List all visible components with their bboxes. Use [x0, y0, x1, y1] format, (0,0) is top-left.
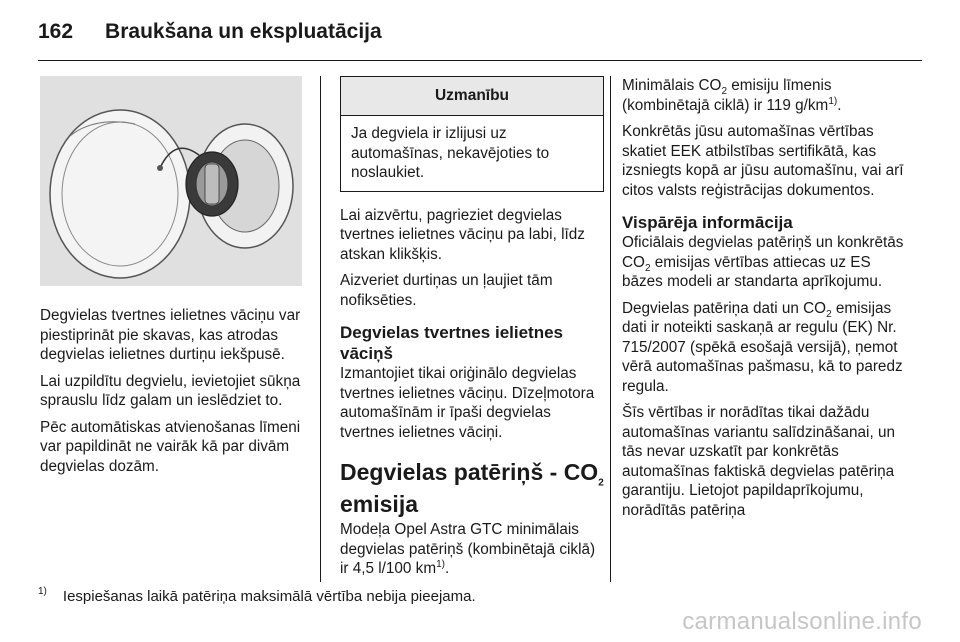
column-divider [320, 76, 321, 582]
footnote [38, 588, 476, 605]
paragraph: Modeļa Opel Astra GTC minimālais degvielas patēriņš (kombinētajā ciklā) ir 4,5 l/100 $km^{1)}$. [340, 521, 596, 577]
footnote-mark: 1) [38, 586, 47, 597]
paragraph: Oficiālais degvielas patēriņš un konkrētās $CO_2$ emisijas vērtības attiecas uz ES bāzes modeli ar standarta aprīkojumu. [622, 234, 904, 290]
section-heading: Vispārēja informācija [622, 213, 793, 232]
header-rule [38, 60, 922, 61]
footnote-text: Iespiešanas laikā patēriņa maksimālā vērtība nebija pieejama. [62, 588, 476, 605]
column-divider [610, 76, 611, 582]
column-3 [622, 76, 912, 527]
page-number: 162 [38, 20, 74, 43]
paragraph: Lai uzpildītu degvielu, ievietojiet sūkņa sprauslu līdz galam un ieslēdziet to. [40, 372, 301, 409]
warning-text: Ja degviela ir izlijusi uz automašīnas, nekavējoties to noslaukiet. [351, 125, 550, 181]
column-1 [40, 76, 304, 483]
chapter-title: Braukšana un ekspluatācija [105, 20, 382, 43]
warning-title: Uzmanību [341, 77, 603, 116]
column-2 [340, 76, 604, 586]
section-title: Degvielas patēriņš - $CO_2$ emisija [340, 459, 604, 517]
paragraph: Pēc automātiskas atvienošanas līmeni var papildināt ne vairāk kā par divām degvielas dozām. [40, 418, 301, 475]
paragraph: Izmantojiet tikai oriģinālo degvielas tvertnes ielietnes vāciņu. Dīzeļmotora automašīnām ir īpaši degvielas tvertnes ielietnes vāciņi. [340, 365, 595, 441]
paragraph: Šīs vērtības ir norādītas tikai dažādu automašīnas variantu salīdzināšanai, un tās nevar uzskatīt par konkrētās automašīnas faktiskā degvielas patēriņa garantiju. Lietojot papildaprīkojumu, norādītās patēriņa [622, 404, 895, 519]
warning-box [340, 76, 604, 192]
paragraph: Lai aizvērtu, pagrieziet degvielas tvertnes ielietnes vāciņu pa labi, līdz atskan klikšķis. [340, 206, 585, 263]
paragraph: Aizveriet durtiņas un ļaujiet tām nofiksēties. [340, 272, 553, 309]
paragraph: Degvielas patēriņa dati un $CO_2$ emisijas dati ir noteikti saskaņā ar regulu (EK) Nr. 715/2007 (spēkā esošajā versijā), ņemot vērā automašīnas pašmasu, kā to paredz regula. [622, 299, 903, 395]
watermark: carmanualsonline.info [682, 608, 922, 635]
page-header [38, 14, 382, 50]
paragraph: Konkrētās jūsu automašīnas vērtības skatiet EEK atbilstības sertifikātā, kas izsniegts kopā ar jūsu automašīnu, vai arī citos valsts reģistrācijas dokumentos. [622, 123, 904, 199]
paragraph: Minimālais $CO_2$ emisiju līmenis (kombinētajā ciklā) ir 119 $g/km^{1)}$. [622, 77, 842, 114]
fuel-cap-illustration-icon [40, 76, 302, 286]
section-heading: Degvielas tvertnes ielietnes vāciņš [340, 323, 564, 363]
paragraph: Degvielas tvertnes ielietnes vāciņu var piestiprināt pie skavas, kas atrodas degvielas ielietnes durtiņu iekšpusē. [40, 307, 301, 363]
